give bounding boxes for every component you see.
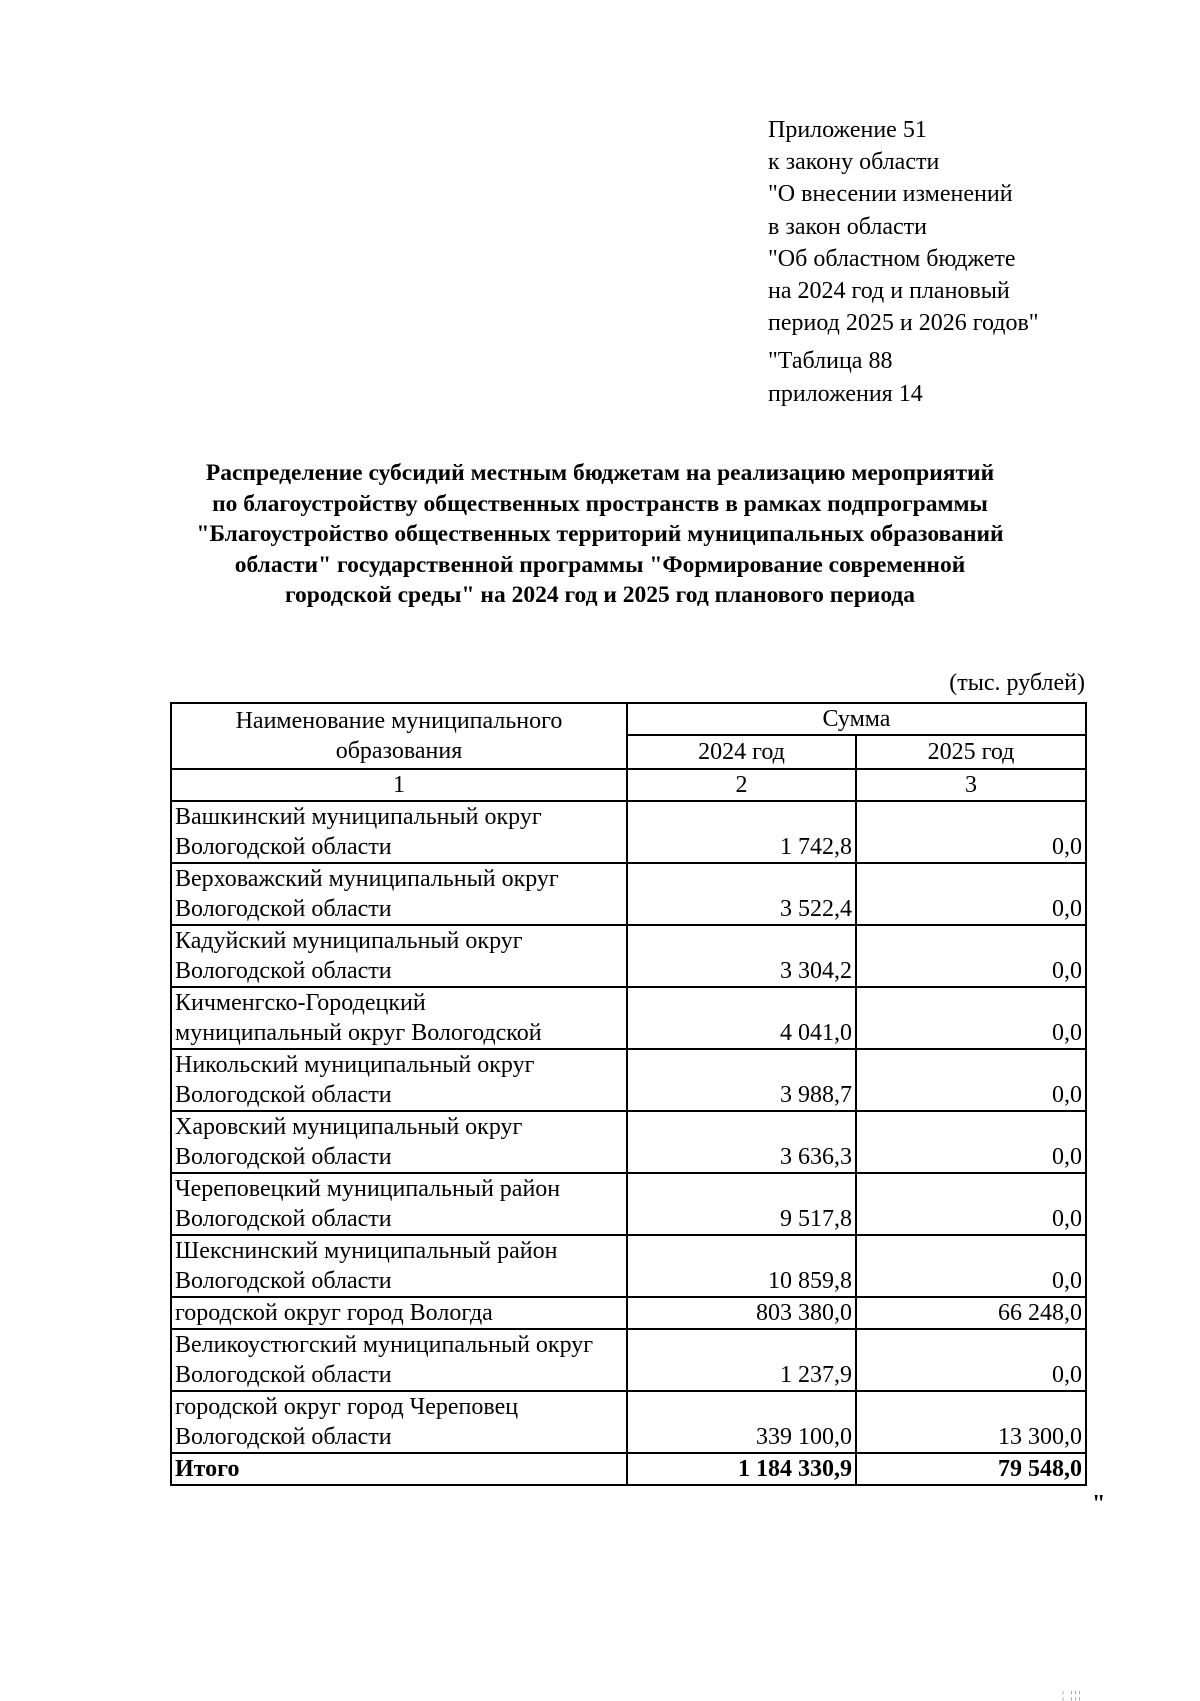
- amount-2025: 0,0: [856, 1329, 1086, 1391]
- total-2024: 1 184 330,9: [627, 1453, 856, 1485]
- table-row: [171, 1173, 1086, 1235]
- title-line: Распределение субсидий местным бюджетам на реализацию мероприятий: [205, 460, 995, 486]
- municipality-name-line2: Вологодской области: [175, 1362, 392, 1388]
- municipality-name-line1: Верховажский муниципальный округ: [175, 866, 559, 892]
- total-row: [171, 1453, 1086, 1485]
- municipality-name: [171, 1049, 627, 1111]
- column-header-2025: 2025 год: [856, 735, 1086, 769]
- amount-2024: 3 304,2: [627, 925, 856, 987]
- table-row: [171, 1297, 1086, 1329]
- municipality-name-line1: Великоустюгский муниципальный округ: [175, 1332, 594, 1358]
- column-number: 3: [856, 769, 1086, 801]
- municipality-name-line1: Череповецкий муниципальный район: [175, 1176, 561, 1202]
- municipality-name-line2: Вологодской области: [175, 1424, 392, 1450]
- title-line: по благоустройству общественных пространств в рамках подпрограммы: [212, 490, 988, 517]
- column-header-2024: 2024 год: [627, 735, 856, 769]
- municipality-name: [171, 987, 627, 1049]
- municipality-name-line2: Вологодской области: [175, 896, 392, 922]
- header-line: период 2025 и 2026 годов": [768, 310, 1039, 337]
- municipality-name-line2: Вологодской области: [175, 1144, 392, 1170]
- subsidy-table: [170, 702, 1087, 1486]
- municipality-name: [171, 1235, 627, 1297]
- municipality-name-line1: городской округ город Вологда: [175, 1300, 493, 1326]
- amount-2024: 803 380,0: [627, 1297, 856, 1329]
- municipality-name-line1: городской округ город Череповец: [175, 1394, 519, 1420]
- amount-2025: 0,0: [856, 1235, 1086, 1297]
- municipality-name: [171, 863, 627, 925]
- table-row: [171, 1111, 1086, 1173]
- amount-2024: 3 522,4: [627, 863, 856, 925]
- municipality-name: [171, 1391, 627, 1453]
- amount-2024: 339 100,0: [627, 1391, 856, 1453]
- amount-2024: 4 041,0: [627, 987, 856, 1049]
- municipality-name: [171, 1329, 627, 1391]
- title-line: городской среды" на 2024 год и 2025 год планового периода: [284, 582, 916, 608]
- amount-2024: 1 742,8: [627, 801, 856, 863]
- municipality-name-line1: Вашкинский муниципальный округ: [175, 804, 542, 830]
- header-line: к закону области: [768, 149, 940, 176]
- column-number: 2: [627, 769, 856, 801]
- municipality-name-line1: Кадуйский муниципальный округ: [175, 928, 523, 954]
- municipality-name-line2: Вологодской области: [175, 958, 392, 984]
- municipality-name-line2: Вологодской области: [175, 1268, 392, 1294]
- municipality-name: [171, 1173, 627, 1235]
- title-line: "Благоустройство общественных территорий муниципальных образований: [196, 521, 1004, 547]
- amount-2024: 1 237,9: [627, 1329, 856, 1391]
- municipality-name-line2: Вологодской области: [175, 1082, 392, 1108]
- scan-artifact: ¦ ¦¦¦: [1062, 1690, 1083, 1701]
- municipality-name-line1: Харовский муниципальный округ: [175, 1114, 523, 1140]
- document-title: [150, 458, 1050, 611]
- column-number: 1: [171, 769, 627, 801]
- header-line: "О внесении изменений: [768, 181, 1013, 208]
- table-row: [171, 1391, 1086, 1453]
- municipality-name-line1: Никольский муниципальный округ: [175, 1052, 535, 1078]
- amount-2025: 0,0: [856, 863, 1086, 925]
- title-line: области" государственной программы "Формирование современной: [234, 551, 966, 578]
- amount-2024: 10 859,8: [627, 1235, 856, 1297]
- amount-2024: 3 988,7: [627, 1049, 856, 1111]
- table-ref-line: приложения 14: [768, 380, 923, 407]
- column-header-sum: Сумма: [627, 703, 1086, 735]
- header-line: "Об областном бюджете: [768, 245, 1016, 272]
- total-2025: 79 548,0: [856, 1453, 1086, 1485]
- table-row: [171, 925, 1086, 987]
- appendix-header: [768, 114, 1039, 410]
- units-label: (тыс. рублей): [949, 670, 1085, 696]
- table-row: [171, 1329, 1086, 1391]
- municipality-name: [171, 1111, 627, 1173]
- amount-2025: 0,0: [856, 1049, 1086, 1111]
- closing-quote: ": [1092, 1491, 1106, 1517]
- amount-2024: 9 517,8: [627, 1173, 856, 1235]
- amount-2025: 0,0: [856, 801, 1086, 863]
- municipality-name-line2: Вологодской области: [175, 1206, 392, 1232]
- amount-2025: 0,0: [856, 1111, 1086, 1173]
- table-ref-line: "Таблица 88: [768, 348, 893, 375]
- amount-2025: 66 248,0: [856, 1297, 1086, 1329]
- amount-2024: 3 636,3: [627, 1111, 856, 1173]
- municipality-name-line2: муниципальный округ Вологодской: [175, 1020, 542, 1046]
- header-line: Приложение 51: [768, 117, 927, 143]
- amount-2025: 13 300,0: [856, 1391, 1086, 1453]
- amount-2025: 0,0: [856, 987, 1086, 1049]
- municipality-name: [171, 1297, 627, 1329]
- header-line: в закон области: [768, 213, 927, 240]
- table-row: [171, 987, 1086, 1049]
- header-line: на 2024 год и плановый: [768, 278, 1010, 305]
- amount-2025: 0,0: [856, 925, 1086, 987]
- total-label: Итого: [171, 1453, 627, 1485]
- table-row: [171, 801, 1086, 863]
- municipality-name: [171, 801, 627, 863]
- table-row: [171, 863, 1086, 925]
- column-header-name: Наименование муниципального образования: [171, 703, 627, 769]
- municipality-name: [171, 925, 627, 987]
- municipality-name-line1: Шекснинский муниципальный район: [175, 1238, 558, 1264]
- amount-2025: 0,0: [856, 1173, 1086, 1235]
- municipality-name-line2: Вологодской области: [175, 834, 392, 860]
- table-row: [171, 1235, 1086, 1297]
- municipality-name-line1: Кичменгско-Городецкий: [175, 990, 426, 1016]
- table-row: [171, 1049, 1086, 1111]
